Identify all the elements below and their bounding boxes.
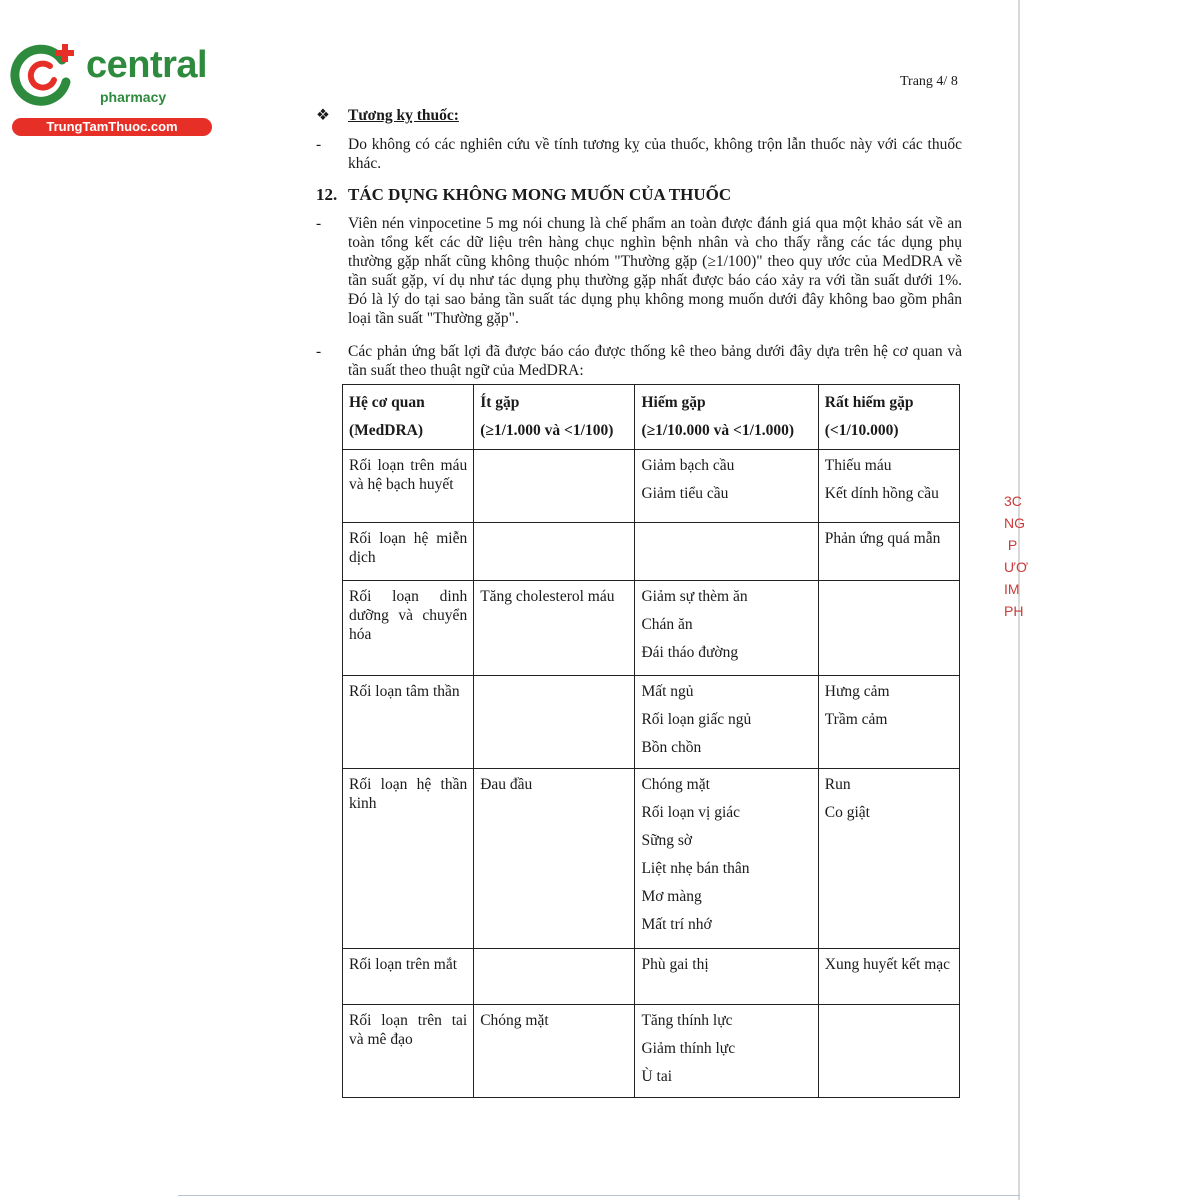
section-title: TÁC DỤNG KHÔNG MONG MUỐN CỦA THUỐC [348,185,732,204]
reaction-item: Ù tai [641,1068,673,1085]
adverse-effects-paragraph [316,214,962,328]
reaction-item: Sững sờ [641,832,693,849]
reaction-item: Kết dính hồng cầu [824,485,939,502]
organ-system-cell: Rối loạn trên máu và hệ bạch huyết [343,450,474,523]
table-row [343,523,960,581]
dash-bullet: - [316,343,322,360]
table-row [343,949,960,1005]
rare-cell [635,581,818,676]
uncommon-cell [474,1005,635,1098]
adverse-effects-intro-paragraph [316,342,962,380]
incompatibility-paragraph [316,135,962,173]
central-pharmacy-logo-icon [10,38,80,108]
table-row [343,450,960,523]
dash-bullet: - [316,215,322,232]
rare-cell [635,1005,818,1098]
very-rare-cell [818,769,959,949]
reaction-item: Liệt nhẹ bán thân [641,860,750,877]
reaction-item: Đau đầu [480,776,533,793]
organ-system-cell: Rối loạn hệ thần kinh [343,769,474,949]
reaction-item: Giảm bạch cầu [641,457,735,474]
section-number: 12. [316,185,338,204]
organ-system-cell: Rối loạn trên mắt [343,949,474,1005]
document-body [316,106,962,386]
header-very-rare: Rất hiếm gặp (<1/10.000) [818,385,959,450]
logo-name: central [86,44,208,86]
page-bottom-line [178,1195,1020,1196]
logo-subtitle: pharmacy [100,89,167,105]
reaction-item: Xung huyết kết mạc [824,956,951,973]
reaction-item: Hưng cảm [824,683,890,700]
table-row [343,769,960,949]
reaction-item: Thiếu máu [824,457,892,474]
organ-system-cell: Rối loạn tâm thần [343,676,474,769]
red-stamp-fragment: 3C NG P ƯƠ IM PH [1004,493,1028,619]
reaction-item: Mất trí nhớ [641,916,712,933]
reaction-item: Đái tháo đường [641,644,739,661]
adverse-reactions-table [342,384,960,1098]
table-row [343,1005,960,1098]
uncommon-cell [474,581,635,676]
very-rare-cell [818,676,959,769]
incompatibility-heading [316,106,962,125]
reaction-item: Chóng mặt [480,1012,549,1029]
table-body [343,450,960,1098]
reaction-item: Rối loạn vị giác [641,804,741,821]
header-organ-system: Hệ cơ quan (MedDRA) [343,385,474,450]
reaction-item: Phù gai thị [641,956,709,973]
very-rare-cell [818,581,959,676]
reaction-item: Giảm sự thèm ăn [641,588,748,605]
table-row [343,581,960,676]
very-rare-cell [818,1005,959,1098]
uncommon-cell [474,949,635,1005]
reaction-item: Giảm tiểu cầu [641,485,729,502]
brand-logo [10,38,215,138]
page-number: Trang 4/ 8 [900,74,958,89]
very-rare-cell [818,949,959,1005]
rare-cell [635,769,818,949]
uncommon-cell [474,450,635,523]
uncommon-cell [474,523,635,581]
rare-cell [635,676,818,769]
reaction-item: Chóng mặt [641,776,710,793]
logo-url-badge[interactable]: TrungTamThuoc.com [12,118,212,136]
organ-system-cell: Rối loạn hệ miễn dịch [343,523,474,581]
reaction-item: Phản ứng quá mẫn [824,530,941,547]
reaction-item: Tăng thính lực [641,1012,733,1029]
reaction-item: Mất ngủ [641,683,694,700]
reaction-item: Chán ăn [641,616,693,633]
header-rare: Hiếm gặp (≥1/10.000 và <1/1.000) [635,385,818,450]
very-rare-cell [818,450,959,523]
organ-system-cell: Rối loạn dinh dưỡng và chuyển hóa [343,581,474,676]
section-12-heading [316,185,962,204]
reaction-item: Trầm cảm [824,711,888,728]
reaction-item: Co giật [824,804,870,821]
table-header-row [343,385,960,450]
incompatibility-title: Tương kỵ thuốc: [348,107,459,124]
header-uncommon: Ít gặp (≥1/1.000 và <1/100) [474,385,635,450]
organ-system-cell: Rối loạn trên tai và mê đạo [343,1005,474,1098]
diamond-bullet-icon: ❖ [316,107,330,124]
reaction-item: Mơ màng [641,888,702,905]
rare-cell [635,949,818,1005]
uncommon-cell [474,769,635,949]
rare-cell [635,523,818,581]
paragraph-text: Viên nén vinpocetine 5 mg nói chung là chế phẩm an toàn được đánh giá qua một khảo sát về an toàn tổng kết các dữ liệu trên hàng chục nghìn bệnh nhân và cho thấy rằng các tác dụng phụ thường gặp nhất cũng không thuộc nhóm "Thường gặp (≥1/100)" theo quy ước của MedDRA về tần suất gặp, ví dụ như tác dụng phụ thường gặp nhất được báo cáo xảy ra với tần suất dưới 1%. Đó là lý do tại sao bảng tần suất tác dụng phụ không mong muốn dưới đây không bao gồm phân loại tần suất "Thường gặp". [348,215,962,327]
reaction-item: Rối loạn giấc ngủ [641,711,752,728]
very-rare-cell [818,523,959,581]
incompatibility-text: Do không có các nghiên cứu về tính tương kỵ của thuốc, không trộn lẫn thuốc này với các thuốc khác. [348,136,962,172]
uncommon-cell [474,676,635,769]
reaction-item: Bồn chồn [641,739,702,756]
table-row [343,676,960,769]
reaction-item: Giảm thính lực [641,1040,736,1057]
dash-bullet: - [316,136,322,153]
reaction-item: Tăng cholesterol máu [480,588,615,605]
reaction-item: Run [824,776,851,793]
rare-cell [635,450,818,523]
paragraph-text: Các phản ứng bất lợi đã được báo cáo được thống kê theo bảng dưới đây dựa trên hệ cơ quan và tần suất theo thuật ngữ của MedDRA: [348,343,962,379]
